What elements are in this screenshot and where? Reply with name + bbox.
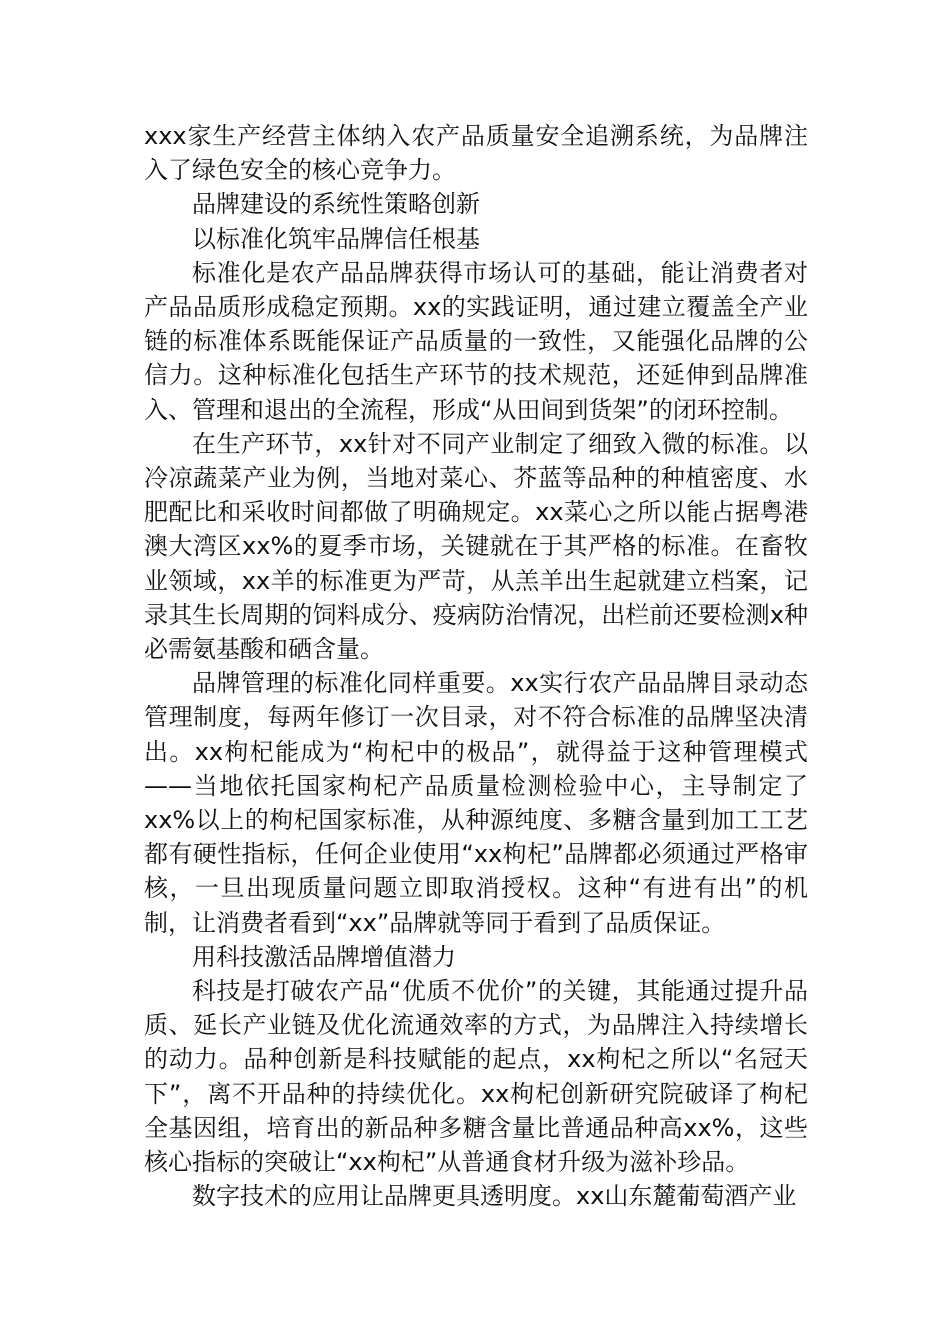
section-heading-strategy: 品牌建设的系统性策略创新 xyxy=(192,190,480,219)
subsection-heading-standardization: 以标准化筑牢品牌信任根基 xyxy=(192,224,480,253)
paragraph-brand-management: 品牌管理的标准化同样重要。xx实行农产品品牌目录动态管理制度，每两年修订一次目录，对不符合标准的品牌坚决清出。xx枸杞能成为“枸杞中的极品”，就得益于这种管理模式——当地依托国家枸杞产品质量检测检验中心，主导制定了xx%以上的枸杞国家标准，从种源纯度、多糖含量到加工工艺都有硬性指标，任何企业使用“xx枸杞”品牌都必须通过严格审核，一旦出现质量问题立即取消授权。这种“有进有出”的机制，让消费者看到“xx”品牌就等同于看到了品质保证。 xyxy=(144,669,808,937)
paragraph-standardization-intro: 标准化是农产品品牌获得市场认可的基础，能让消费者对产品品质形成稳定预期。xx的实践证明，通过建立覆盖全产业链的标准体系既能保证产品质量的一致性，又能强化品牌的公信力。这种标准化包括生产环节的技术规范，还延伸到品牌准入、管理和退出的全流程，形成“从田间到货架”的闭环控制。 xyxy=(144,258,808,424)
paragraph-digital-technology: 数字技术的应用让品牌更具透明度。xx山东麓葡萄酒产业 xyxy=(192,1182,797,1211)
document-body xyxy=(144,119,808,1214)
paragraph-production-standards: 在生产环节，xx针对不同产业制定了细致入微的标准。以冷凉蔬菜产业为例，当地对菜心、芥蓝等品种的种植密度、水肥配比和采收时间都做了明确规定。xx菜心之所以能占据粤港澳大湾区xx%的夏季市场，关键就在于其严格的标准。在畜牧业领域，xx羊的标准更为严苛，从羔羊出生起就建立档案，记录其生长周期的饲料成分、疫病防治情况，出栏前还要检测x种必需氨基酸和硒含量。 xyxy=(144,429,808,664)
subsection-heading-technology: 用科技激活品牌增值潜力 xyxy=(192,942,456,971)
paragraph-traceability: xxx家生产经营主体纳入农产品质量安全追溯系统，为品牌注入了绿色安全的核心竞争力。 xyxy=(144,122,808,185)
paragraph-technology-value: 科技是打破农产品“优质不优价”的关键，其能通过提升品质、延长产业链及优化流通效率的方式，为品牌注入持续增长的动力。品种创新是科技赋能的起点，xx枸杞之所以“名冠天下”，离不开品种的持续优化。xx枸杞创新研究院破译了枸杞全基因组，培育出的新品种多糖含量比普通品种高xx%，这些核心指标的突破让“xx枸杞”从普通食材升级为滋补珍品。 xyxy=(144,977,808,1177)
